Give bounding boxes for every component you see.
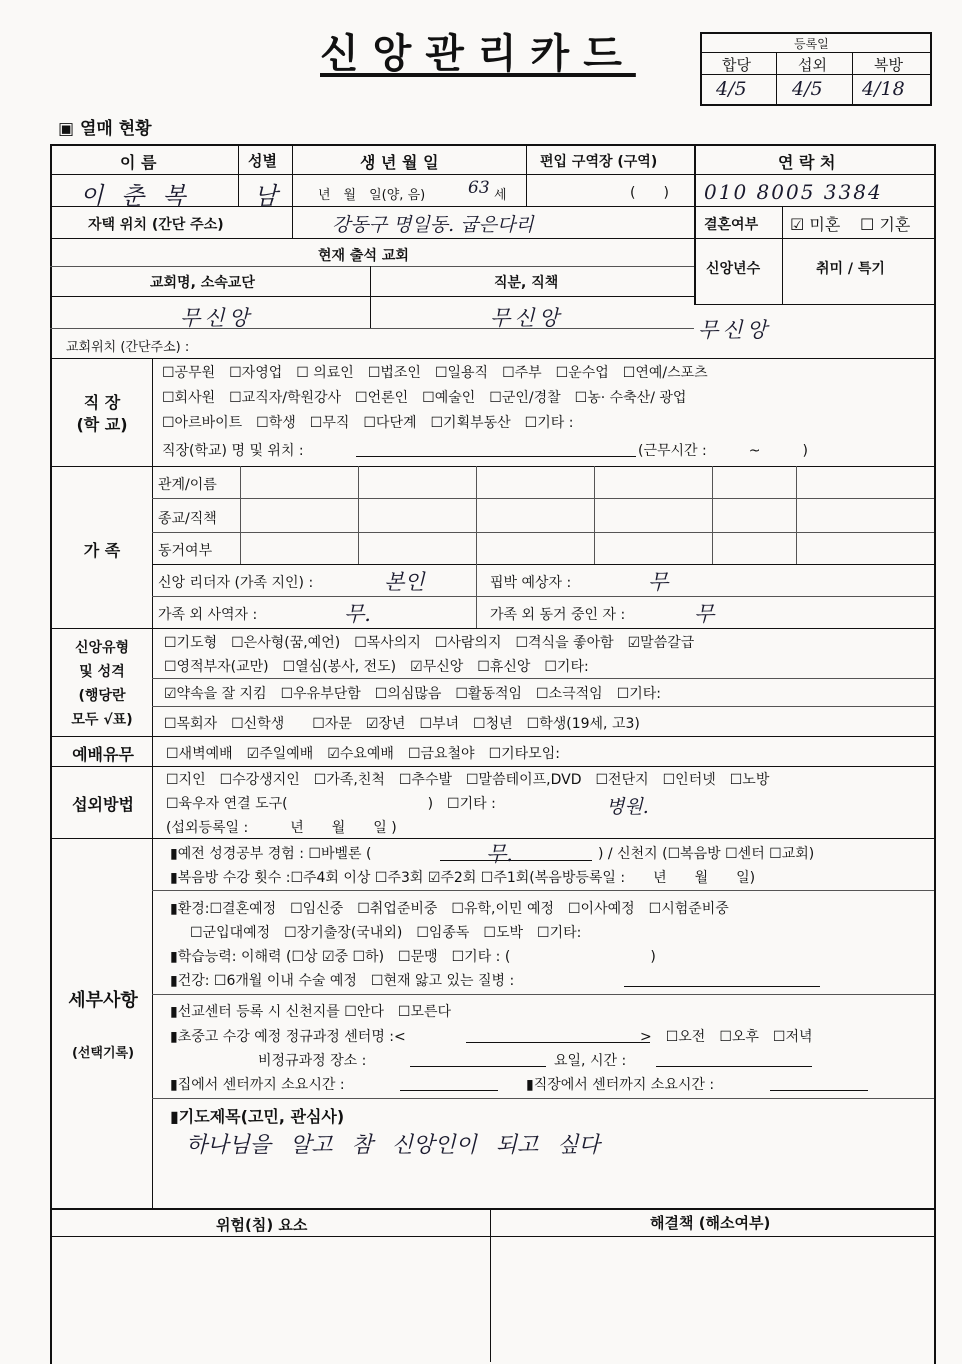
job-options-line3[interactable]: ☐아르바이트 ☐학생 ☐무직 ☐다단계 ☐기획부동산 ☐기타 : [162,415,574,431]
past-bible-study-tail: ) / 신천지 (☐복음방 ☐센터 ☐교회) [598,846,815,862]
environment-line1[interactable]: ▮환경:☐결혼예정 ☐임신중 ☐취업준비중 ☐유학,이민 예정 ☐이사예정 ☐시험준비중 [170,901,729,917]
family-row-cohabit: 동거여부 [158,543,213,559]
district-value: ( ) [630,185,669,201]
district-label: 편입 구역장 (구역) [540,154,658,170]
church-location-label: 교회위치 (간단주소) : [66,340,190,355]
prayer-topic-label: ▮기도제목(고민, 관심사) [170,1107,345,1126]
faith-leader-value: 본인 [384,570,425,594]
other-worker-value: 무. [344,602,371,626]
irregular-course-place: 비정규과정 장소 : [258,1053,367,1069]
health-line[interactable]: ▮건강: ☐6개월 이내 수술 예정 ☐현재 앓고 있는 질병 : [170,973,515,989]
environment-line2[interactable]: ☐군입대예정 ☐장기출장(국내외) ☐임종독 ☐도박 ☐기타: [190,925,582,941]
birth-text: 년 월 일(양, 음) [318,188,426,203]
address-label: 자택 위치 (간단 주소) [88,217,224,233]
details-sub-label: (선택기록) [71,1046,135,1061]
faith-years-label: 신앙년수 [706,261,761,277]
home-to-center-time: ▮집에서 센터까지 소요시간 : [170,1077,345,1093]
faith-type-line1[interactable]: ☐기도형 ☐은사형(꿈,예언) ☐목사의지 ☐사람의지 ☐격식을 좋아함 ☑말씀갈급 [164,635,695,651]
marriage-label: 결혼여부 [704,217,759,233]
past-bible-study-value: 무. [486,842,513,866]
worship-options[interactable]: ☐새벽예배 ☑주일예배 ☑수요예배 ☐금요철야 ☐기타모임: [166,746,560,762]
faith-type-line4[interactable]: ☐목회자 ☐신학생 ☐자문 ☑장년 ☐부녀 ☐청년 ☐학생(19세, 고3) [164,716,640,732]
contact-label: 연 락 처 [778,153,836,172]
details-label: 세부사항 [68,990,138,1011]
contact-method-label: 섭외방법 [72,795,134,814]
bokeumbang-frequency[interactable]: ▮복음방 수강 횟수 :☐주4회 이상 ☐주3회 ☑주2회 ☐주1회(복음방등록일 : 년 월 일) [170,870,756,886]
other-worker-label: 가족 외 사역자 : [158,607,258,623]
faith-leader-label: 신앙 리더자 (가족 지인) : [158,575,314,591]
marriage-single-checkbox[interactable]: ☑ 미혼 [790,215,841,234]
regular-course-time[interactable]: > ☐오전 ☐오후 ☐저녁 [640,1029,813,1045]
job-options-line1[interactable]: ☐공무원 ☐자영업 ☐ 의료인 ☐법조인 ☐일용직 ☐주부 ☐운수업 ☐연예/스포츠 [162,365,708,381]
work-to-center-time: ▮직장에서 센터까지 소요시간 : [526,1077,715,1093]
registration-date-box [700,32,932,106]
obstacle-label: 핍박 예상자 : [490,575,572,591]
hobby-label: 취미 / 특기 [816,261,885,277]
cohabitant-label: 가족 외 동거 중인 자 : [490,607,626,623]
contact-method-line2[interactable]: ☐육우자 연결 도구( ) ☐기타 : [166,796,496,812]
cohabitant-value: 무 [694,602,715,626]
age-value: 63 [468,178,490,198]
center-awareness[interactable]: ▮선교센터 등록 시 신천지를 ☐안다 ☐모른다 [170,1004,451,1020]
contact-method-line1[interactable]: ☐지인 ☐수강생지인 ☐가족,친척 ☐추수발 ☐말씀테이프,DVD ☐전단지 ☐인터넷 ☐노방 [166,772,770,788]
prayer-topic-value: 하나님을 알고 참 신앙인이 되고 싶다 [186,1133,600,1158]
family-label: 가 족 [83,541,121,560]
family-row-relation: 관계/이름 [158,477,217,493]
job-location-label: 직장(학교) 명 및 위치 : [162,443,304,459]
reg-col-bokbang: 복방 [874,56,903,74]
job-label: 직 장 (학 교) [76,393,128,434]
card-title: 신앙관리카드 [320,31,636,77]
marriage-married-checkbox[interactable]: ☐ 기혼 [860,215,911,234]
worship-label: 예배유무 [72,745,134,764]
reg-col-seopoe: 섭외 [798,56,827,74]
job-hours: (근무시간 : ~ ) [638,443,808,459]
age-suffix: 세 [494,188,507,203]
regular-course-center[interactable]: ▮초중고 수강 예정 정규과정 센터명 :< [170,1029,406,1045]
job-options-line2[interactable]: ☐회사원 ☐교직자/학원강사 ☐언론인 ☐예술인 ☐군인/경찰 ☐농· 수축산/ 광업 [162,390,687,406]
obstacle-value: 무 [648,570,669,594]
section-title: ▣ 열매 현황 [58,119,152,139]
gender-label: 성별 [248,152,277,170]
address-value: 강동구 명일동. 굽은다리 [332,214,534,236]
faith-type-line3[interactable]: ☑약속을 잘 지킴 ☐우유부단함 ☐의심많음 ☐활동적임 ☐소극적임 ☐기타: [164,686,662,702]
church-name-label: 교회명, 소속교단 [150,275,255,291]
past-bible-study: ▮예전 성경공부 경험 : ☐바벨론 ( [170,846,372,862]
reg-val-bokbang: 4/18 [862,78,905,100]
gender-value: 남 [254,182,278,210]
family-row-religion: 종교/직책 [158,511,217,527]
name-value: 이춘복 [80,182,204,210]
church-name-value: 무신앙 [180,306,253,330]
current-church-label: 현재 출석 교회 [318,248,409,264]
faith-type-label: 신앙유형 및 성격 (행당란 모두 √표) [71,640,133,728]
contact-registration-date: (섭외등록일 : 년 월 일 ) [166,820,397,836]
reg-col-hapdang: 합당 [722,56,751,74]
risk-factor-label: 위험(침) 요소 [216,1216,308,1234]
name-label: 이 름 [120,153,157,172]
contact-method-other-value: 병원. [606,796,649,818]
faith-type-line2[interactable]: ☐영적부자(교만) ☐열심(봉사, 전도) ☑무신앙 ☐휴신앙 ☐기타: [164,659,589,675]
church-position-label: 직분, 직책 [494,275,559,291]
contact-value: 010 8005 3384 [704,180,883,204]
learning-ability[interactable]: ▮학습능력: 이해력 (☐상 ☑중 ☐하) ☐문맹 ☐기타 : ( ) [170,949,656,965]
reg-val-hapdang: 4/5 [716,78,747,100]
faith-years-value: 무신앙 [698,318,771,342]
solution-label: 해결책 (해소여부) [650,1214,771,1232]
registration-title: 등록일 [794,37,829,51]
church-position-value: 무신앙 [490,306,563,330]
reg-val-seopoe: 4/5 [792,78,823,100]
birth-label: 생 년 월 일 [360,153,439,172]
irregular-course-time: 요일, 시간 : [554,1053,627,1069]
